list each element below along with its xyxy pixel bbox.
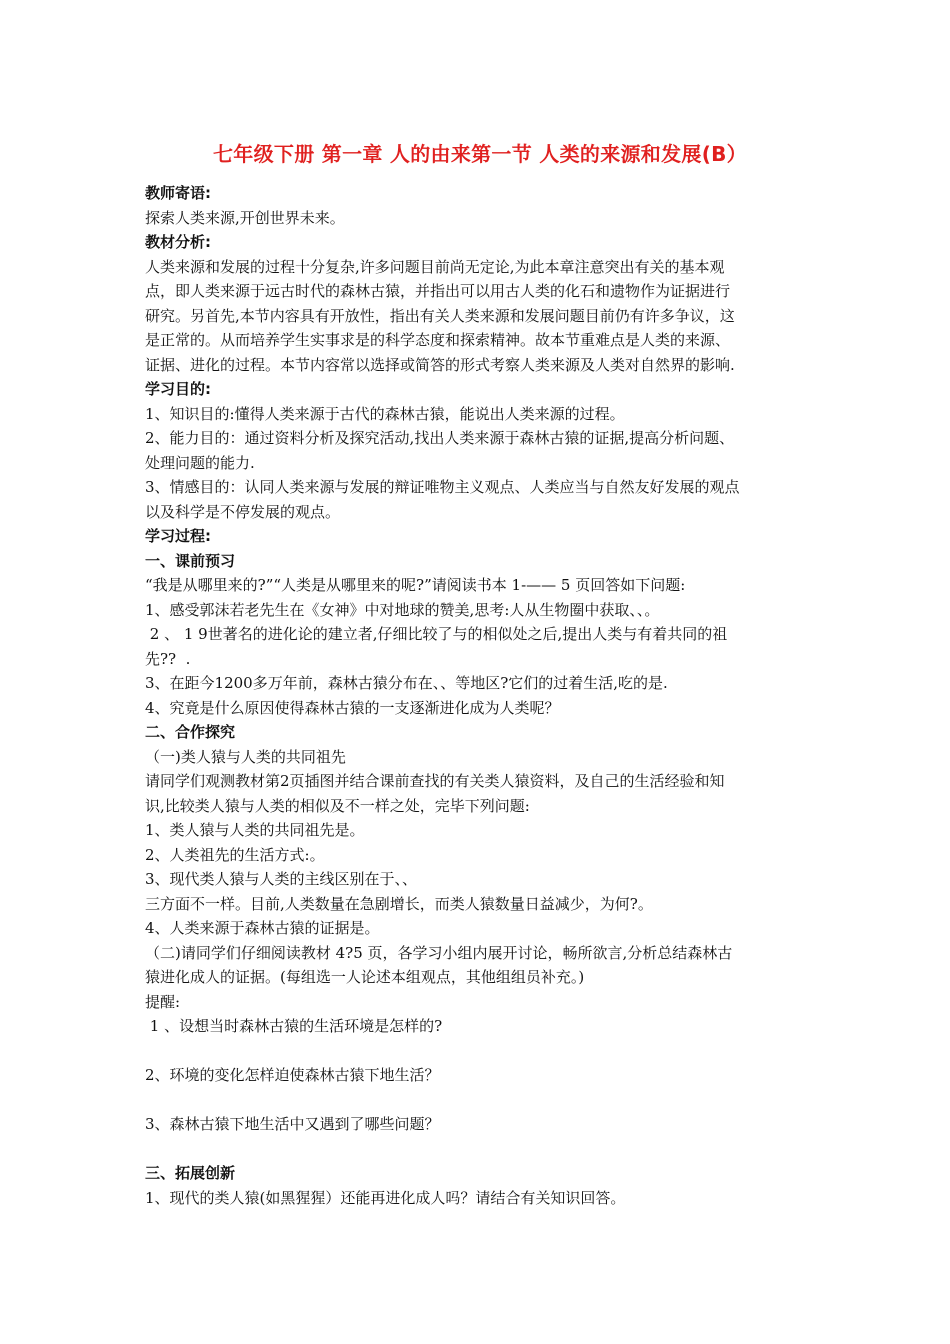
- analysis-heading: 教材分析:: [145, 233, 211, 251]
- preview-line: 2 、 1 9世著名的进化论的建立者,仔细比较了与的相似处之后,提出人类与有着共同的祖: [145, 625, 728, 643]
- blank-space: [145, 1137, 815, 1162]
- preview-line: 1、感受郭沫若老先生在《女神》中对地球的赞美,思考:人从生物圈中获取、、。: [145, 600, 660, 619]
- extend-heading: 三、拓展创新: [145, 1164, 236, 1182]
- cooperate-line: （一)类人猿与人类的共同祖先: [145, 747, 346, 766]
- cooperate-question-3: 3、森林古猿下地生活中又遇到了哪些问题？: [145, 1115, 440, 1133]
- analysis-line: 点，即人类来源于远古时代的森林古猿，并指出可以用古人类的化石和遗物作为证据进行: [145, 282, 731, 300]
- goals-line: 3、情感目的：认同人类来源与发展的辩证唯物主义观点、人类应当与自然友好发展的观点: [145, 478, 740, 496]
- cooperate-line: 提醒:: [145, 992, 181, 1011]
- analysis-line: 证据、进化的过程。本节内容常以选择或简答的形式考察人类来源及人类对自然界的影响.: [145, 355, 735, 374]
- cooperate-line: 1 、设想当时森林古猿的生活环境是怎样的?: [145, 1017, 443, 1035]
- document-page: [145, 130, 815, 1210]
- goals-line: 以及科学是不停发展的观点。: [145, 502, 341, 521]
- analysis-line: 研究。另首先,本节内容具有开放性，指出有关人类来源和发展问题目前仍有许多争议，这: [145, 306, 735, 325]
- cooperate-line: （二)请同学们仔细阅读教材 4?5 页，各学习小组内展开讨论，畅所欲言,分析总结森林古: [145, 943, 733, 962]
- preview-line: 先?? .: [145, 649, 191, 668]
- document-title: 七年级下册 第一章 人的由来第一节 人类的来源和发展(B）: [213, 142, 747, 166]
- goals-heading: 学习目的:: [145, 380, 211, 398]
- process-heading: 学习过程:: [145, 527, 211, 545]
- blank-space: [145, 1039, 815, 1064]
- teacher-message-text: 探索人类来源,开创世界未来。: [145, 208, 345, 227]
- cooperate-line: 2、人类祖先的生活方式:。: [145, 845, 325, 864]
- goals-line: 1、知识目的:懂得人类来源于古代的森林古猿，能说出人类来源的过程。: [145, 404, 625, 423]
- cooperate-line: 3、现代类人猿与人类的主线区别在于、、: [145, 870, 418, 888]
- cooperate-heading: 二、合作探究: [145, 723, 236, 741]
- preview-line: 4、究竟是什么原因使得森林古猿的一支逐渐进化成为人类呢？: [145, 698, 560, 717]
- cooperate-line: 三方面不一样。目前,人类数量在急剧增长，而类人猿数量日益减少，为何?。: [145, 894, 653, 913]
- preview-line: 3、在距今1200多万年前，森林古猿分布在、、等地区?它们的过着生活,吃的是.: [145, 674, 668, 692]
- cooperate-line: 识,比较类人猿与人类的相似及不一样之处，完毕下列问题:: [145, 796, 530, 815]
- goals-line: 处理问题的能力.: [145, 453, 255, 472]
- preview-line: “我是从哪里来的?”“人类是从哪里来的呢?”请阅读书本 1-—— 5 页回答如下问题:: [145, 576, 686, 594]
- cooperate-line: 1、类人猿与人类的共同祖先是。: [145, 821, 365, 839]
- preview-heading: 一、课前预习: [145, 551, 236, 570]
- blank-space: [145, 1088, 815, 1113]
- cooperate-line: 猿进化成人的证据。(每组选一人论述本组观点，其他组组员补充。): [145, 968, 585, 986]
- cooperate-line: 请同学们观测教材第2页插图并结合课前查找的有关类人猿资料，及自己的生活经验和知: [145, 772, 725, 790]
- cooperate-line: 4、人类来源于森林古猿的证据是。: [145, 919, 380, 937]
- extend-line: 1、现代的类人猿(如黑猩猩）还能再进化成人吗？请结合有关知识回答。: [145, 1188, 626, 1207]
- teacher-message-heading: 教师寄语:: [145, 184, 211, 202]
- cooperate-question-2: 2、环境的变化怎样迫使森林古猿下地生活？: [145, 1066, 440, 1084]
- goals-line: 2、能力目的：通过资料分析及探究活动,找出人类来源于森林古猿的证据,提高分析问题、: [145, 429, 735, 447]
- analysis-line: 是正常的。从而培养学生实事求是的科学态度和探索精神。故本节重难点是人类的来源、: [145, 331, 731, 349]
- analysis-line: 人类来源和发展的过程十分复杂,许多问题目前尚无定论,为此本章注意突出有关的基本观: [145, 257, 725, 276]
